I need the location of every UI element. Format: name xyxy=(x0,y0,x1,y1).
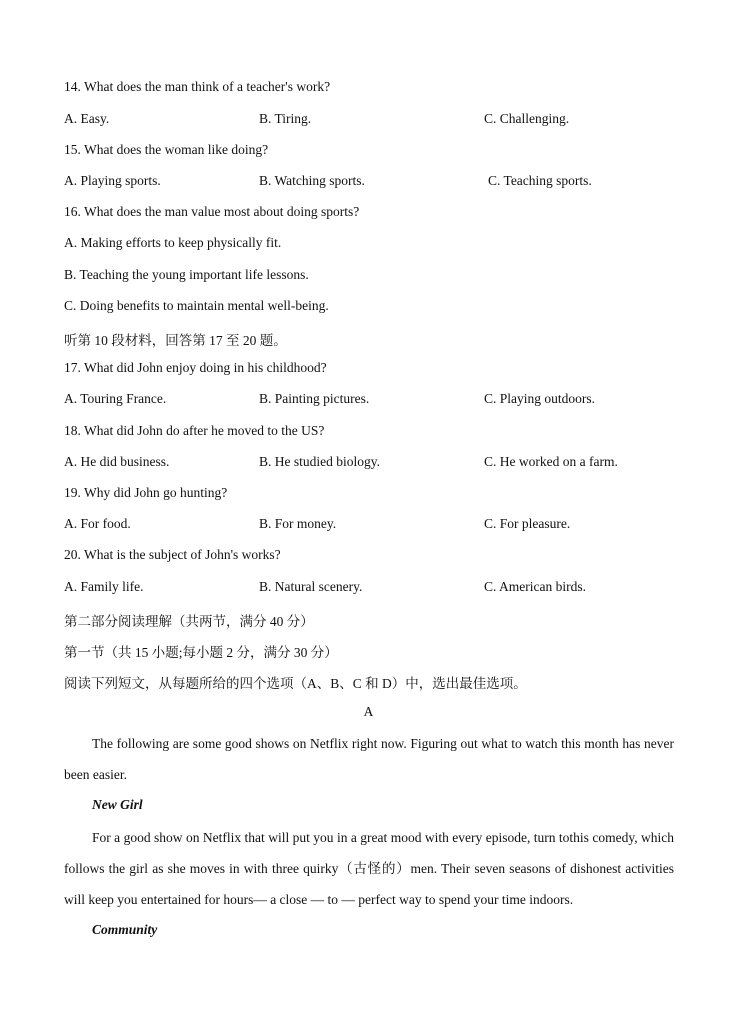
q16-option-a: A. Making efforts to keep physically fit. xyxy=(64,235,282,250)
q15-stem: 15. What does the woman like doing? xyxy=(64,142,269,157)
q19-option-a: A. For food. xyxy=(64,516,131,531)
passage-intro: The following are some good shows on Netflix right now. Figuring out what to watch this month has never been easier. xyxy=(64,736,674,783)
q14-stem: 14. What does the man think of a teacher's work? xyxy=(64,79,331,94)
q19-option-c: C. For pleasure. xyxy=(484,516,571,531)
q18-stem: 18. What did John do after he moved to the US? xyxy=(64,423,325,438)
show-title-community: Community xyxy=(92,922,158,937)
q16-option-b: B. Teaching the young important life lessons. xyxy=(64,267,309,282)
q18-option-c: C. He worked on a farm. xyxy=(484,454,618,469)
q20-option-a: A. Family life. xyxy=(64,579,144,594)
q17-stem: 17. What did John enjoy doing in his childhood? xyxy=(64,360,327,375)
passage-label: A xyxy=(363,704,374,719)
q19-option-b: B. For money. xyxy=(259,516,337,531)
q20-option-c: C. American birds. xyxy=(484,579,586,594)
part-two-heading: 第二部分阅读理解（共两节，满分 40 分） xyxy=(64,614,314,629)
q18-option-a: A. He did business. xyxy=(64,454,170,469)
q19-stem: 19. Why did John go hunting? xyxy=(64,485,228,500)
show-text-new-girl: For a good show on Netflix that will put you in a great mood with every episode, turn tothis comedy, which follows the girl as she moves in with three quirky（古怪的）men. Their seven seasons of dishonest activities will keep you entertained for hours— a close — to — perfect way to spend your time indoors. xyxy=(64,830,674,908)
q14-option-b: B. Tiring. xyxy=(259,111,312,126)
q15-option-b: B. Watching sports. xyxy=(259,173,365,188)
q17-option-b: B. Painting pictures. xyxy=(259,391,370,406)
q16-option-c: C. Doing benefits to maintain mental well-being. xyxy=(64,298,329,313)
q17-option-a: A. Touring France. xyxy=(64,391,167,406)
q17-option-c: C. Playing outdoors. xyxy=(484,391,596,406)
q14-option-c: C. Challenging. xyxy=(484,111,570,126)
section-10-instruction: 听第 10 段材料，回答第 17 至 20 题。 xyxy=(64,333,287,348)
reading-instruction: 阅读下列短文，从每题所给的四个选项（A、B、C 和 D）中，选出最佳选项。 xyxy=(64,676,527,691)
q18-option-b: B. He studied biology. xyxy=(259,454,380,469)
q14-option-a: A. Easy. xyxy=(64,111,110,126)
q15-option-c: C. Teaching sports. xyxy=(488,173,592,188)
show-title-new-girl: New Girl xyxy=(92,797,143,812)
q16-stem: 16. What does the man value most about doing sports? xyxy=(64,204,360,219)
section-one-heading: 第一节（共 15 小题;每小题 2 分，满分 30 分） xyxy=(64,645,338,660)
q20-option-b: B. Natural scenery. xyxy=(259,579,363,594)
q20-stem: 20. What is the subject of John's works? xyxy=(64,547,281,562)
q15-option-a: A. Playing sports. xyxy=(64,173,161,188)
